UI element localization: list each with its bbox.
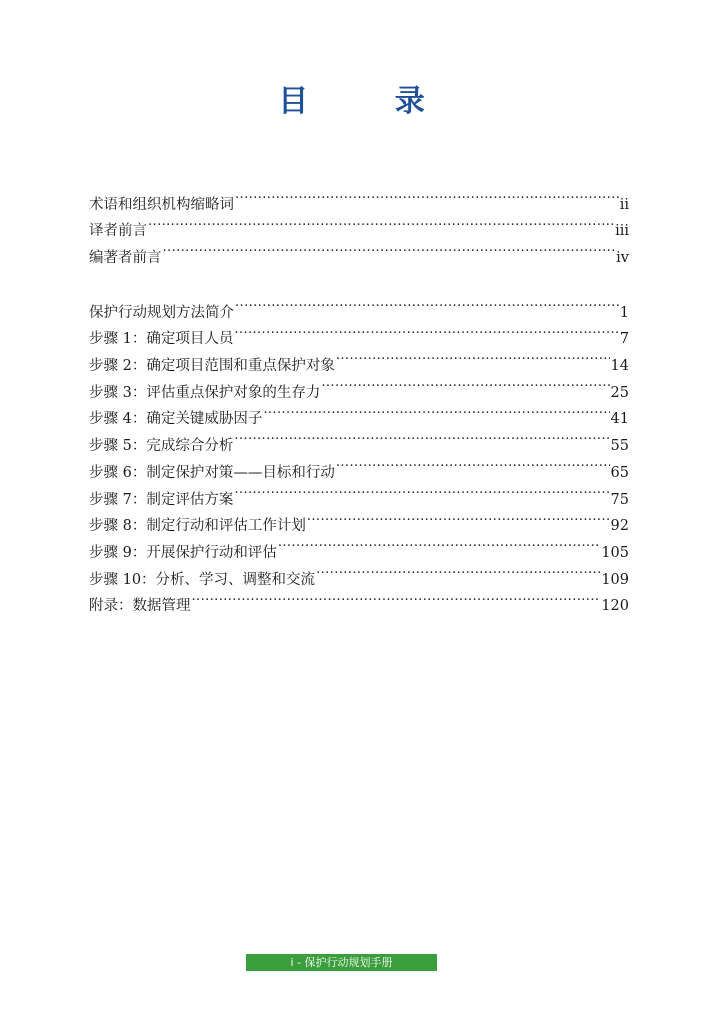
toc-entry-label: 术语和组织机构缩略词	[89, 196, 234, 213]
toc-leader-dots	[192, 584, 601, 611]
toc-entry-page: 92	[610, 518, 629, 535]
toc-entry-label: 步骤 9：开展保护行动和评估	[89, 544, 277, 561]
toc-entry-label: 步骤 4：确定关键威胁因子	[89, 411, 263, 428]
toc-leader-dots	[235, 290, 619, 317]
toc-entry-page: 55	[610, 438, 629, 455]
toc-entry-label: 步骤 7：制定评估方案	[89, 491, 234, 508]
toc-entry-label: 步骤 6：制定保护对策——目标和行动	[89, 464, 335, 481]
toc-entry-label: 步骤 2：确定项目范围和重点保护对象	[89, 358, 335, 375]
toc-leader-dots	[278, 530, 600, 557]
toc-entry-label: 保护行动规划方法简介	[89, 304, 234, 321]
toc-leader-dots	[235, 182, 619, 209]
toc-entry-page: 75	[610, 491, 629, 508]
toc-leader-dots	[163, 235, 616, 262]
toc-entry-page: 1	[619, 304, 629, 321]
toc-entry[interactable]	[89, 182, 629, 213]
toc-entry-label: 步骤 5：完成综合分析	[89, 438, 234, 455]
toc-entry-page: 25	[610, 384, 629, 401]
toc-entry-page: 109	[601, 571, 629, 588]
toc-leader-dots	[307, 504, 610, 531]
toc-leader-dots	[263, 397, 609, 424]
toc-main-chapters	[89, 290, 629, 615]
toc-leader-dots	[336, 343, 610, 370]
toc-entry-page: ii	[619, 196, 629, 213]
toc-entry-page: 41	[610, 411, 629, 428]
toc-entry[interactable]	[89, 209, 629, 240]
toc-entry-page: 14	[610, 358, 629, 375]
toc-leader-dots	[234, 317, 618, 344]
toc-leader-dots	[321, 370, 609, 397]
toc-entry-label: 步骤 8：制定行动和评估工作计划	[89, 518, 306, 535]
toc-leader-dots	[234, 477, 609, 504]
toc-entry-label: 译者前言	[89, 223, 147, 240]
toc-entry-label: 附录：数据管理	[89, 598, 191, 615]
toc-entry-page: 65	[610, 464, 629, 481]
toc-entry-label: 步骤 3：评估重点保护对象的生存力	[89, 384, 321, 401]
toc-entry-page: 120	[601, 598, 629, 615]
toc-entry-label: 步骤 1：确定项目人员	[89, 331, 234, 348]
toc-entry[interactable]	[89, 235, 629, 267]
toc-entry-page: 105	[601, 544, 629, 561]
toc-entry-page: 7	[619, 331, 629, 348]
footer-page-banner: i - 保护行动规划手册	[246, 954, 437, 971]
toc-entry-page: iv	[616, 250, 629, 267]
toc-leader-dots	[336, 450, 610, 477]
toc-leader-dots	[316, 557, 600, 584]
toc-entry[interactable]	[89, 290, 629, 321]
toc-front-matter	[89, 182, 629, 267]
toc-entry-label: 步骤 10：分析、学习、调整和交流	[89, 571, 316, 588]
toc-leader-dots	[234, 423, 609, 450]
toc-entry-label: 编著者前言	[89, 250, 162, 267]
toc-leader-dots	[148, 209, 614, 236]
page-title: 目 录	[278, 84, 463, 119]
toc-entry-page: iii	[615, 223, 629, 240]
